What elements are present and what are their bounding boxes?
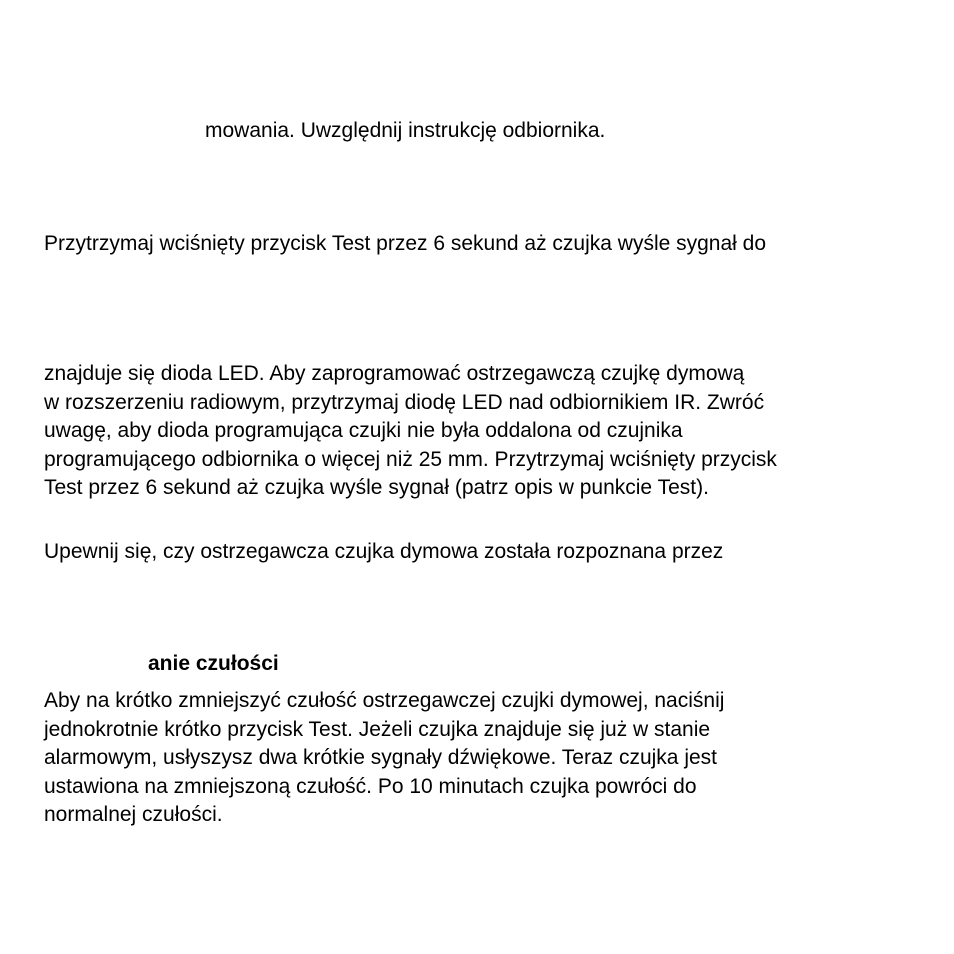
- paragraph-line: uwagę, aby dioda programująca czujki nie była oddalona od czujnika: [44, 419, 683, 442]
- text-fragment-receiver-instructions: mowania. Uwzględnij instrukcję odbiornika.: [205, 119, 606, 142]
- paragraph-line: normalnej czułości.: [44, 803, 223, 826]
- paragraph-line: ustawiona na zmniejszoną czułość. Po 10 minutach czujka powróci do: [44, 774, 697, 798]
- text-fragment-hold-test-button: Przytrzymaj wciśnięty przycisk Test przez 6 sekund aż czujka wyśle sygnał do: [44, 232, 767, 255]
- paragraph-line: znajduje się dioda LED. Aby zaprogramować ostrzegawczą czujkę dymową: [44, 362, 745, 385]
- paragraph-line: programującego odbiornika o więcej niż 25 mm. Przytrzymaj wciśnięty przycisk: [44, 447, 777, 471]
- sensitivity-paragraph: [44, 687, 724, 830]
- text-verify-detector-recognized: Upewnij się, czy ostrzegawcza czujka dymowa została rozpoznana przez: [44, 540, 724, 563]
- paragraph-line: Aby na krótko zmniejszyć czułość ostrzegawczej czujki dymowej, naciśnij: [44, 689, 725, 712]
- section-heading-sensitivity: anie czułości: [148, 652, 279, 675]
- programming-paragraph: [44, 360, 777, 503]
- paragraph-line: w rozszerzeniu radiowym, przytrzymaj diodę LED nad odbiornikiem IR. Zwróć: [44, 390, 765, 414]
- paragraph-line: Test przez 6 sekund aż czujka wyśle sygnał (patrz opis w punkcie Test).: [44, 476, 709, 499]
- paragraph-line: jednokrotnie krótko przycisk Test. Jeżeli czujka znajduje się już w stanie: [44, 717, 711, 741]
- paragraph-line: alarmowym, usłyszysz dwa krótkie sygnały dźwiękowe. Teraz czujka jest: [44, 746, 718, 769]
